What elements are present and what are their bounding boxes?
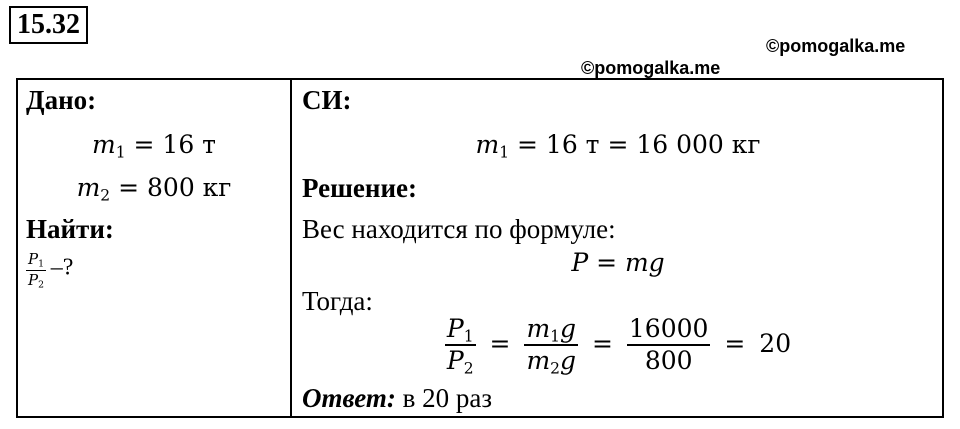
problem-number: 15.32 bbox=[9, 6, 88, 44]
find-fraction: $\frac{P_1}{P_2}$ bbox=[28, 249, 45, 291]
answer-text: в 20 раз bbox=[395, 383, 493, 413]
watermark-secondary: ©pomogalka.me bbox=[581, 58, 721, 78]
watermark: ©pomogalka.me bbox=[766, 36, 906, 56]
answer-label: Ответ: bbox=[302, 383, 396, 413]
si-conversion: $m_1 = 16$ т = 16 000 кг bbox=[475, 130, 761, 162]
fraction-p-ratio: $\frac{P_1}{P_2}$ bbox=[446, 314, 474, 378]
given-column bbox=[18, 80, 290, 416]
result-value: 20 bbox=[759, 328, 792, 358]
given-header: Дано: bbox=[26, 85, 97, 115]
answer-line bbox=[302, 382, 492, 414]
given-m1: $m_1 = 16$ т bbox=[91, 130, 217, 162]
solution-table bbox=[16, 78, 944, 418]
ratio-equation: $\frac{P_1}{P_2}$ = $\frac{m_1g}{m_2g}$ = $\frac{16000}{800}$ = 20 bbox=[446, 314, 792, 378]
fraction-mg-ratio: $\frac{m_1g}{m_2g}$ bbox=[526, 314, 577, 378]
given-m2: $m_2 = 800$ кг bbox=[76, 173, 232, 205]
solution-text-formula: Вес находится по формуле: bbox=[302, 214, 616, 244]
weight-formula: P = mg bbox=[571, 248, 665, 277]
solution-text-then: Тогда: bbox=[302, 286, 373, 316]
solution-column bbox=[292, 80, 944, 416]
find-header: Найти: bbox=[26, 214, 114, 244]
si-header: СИ: bbox=[302, 85, 352, 115]
fraction-numeric: $\frac{16000}{800}$ bbox=[628, 314, 709, 376]
find-expression: $\frac{P_1}{P_2}$ –? bbox=[28, 249, 74, 291]
solution-header: Решение: bbox=[302, 173, 417, 203]
